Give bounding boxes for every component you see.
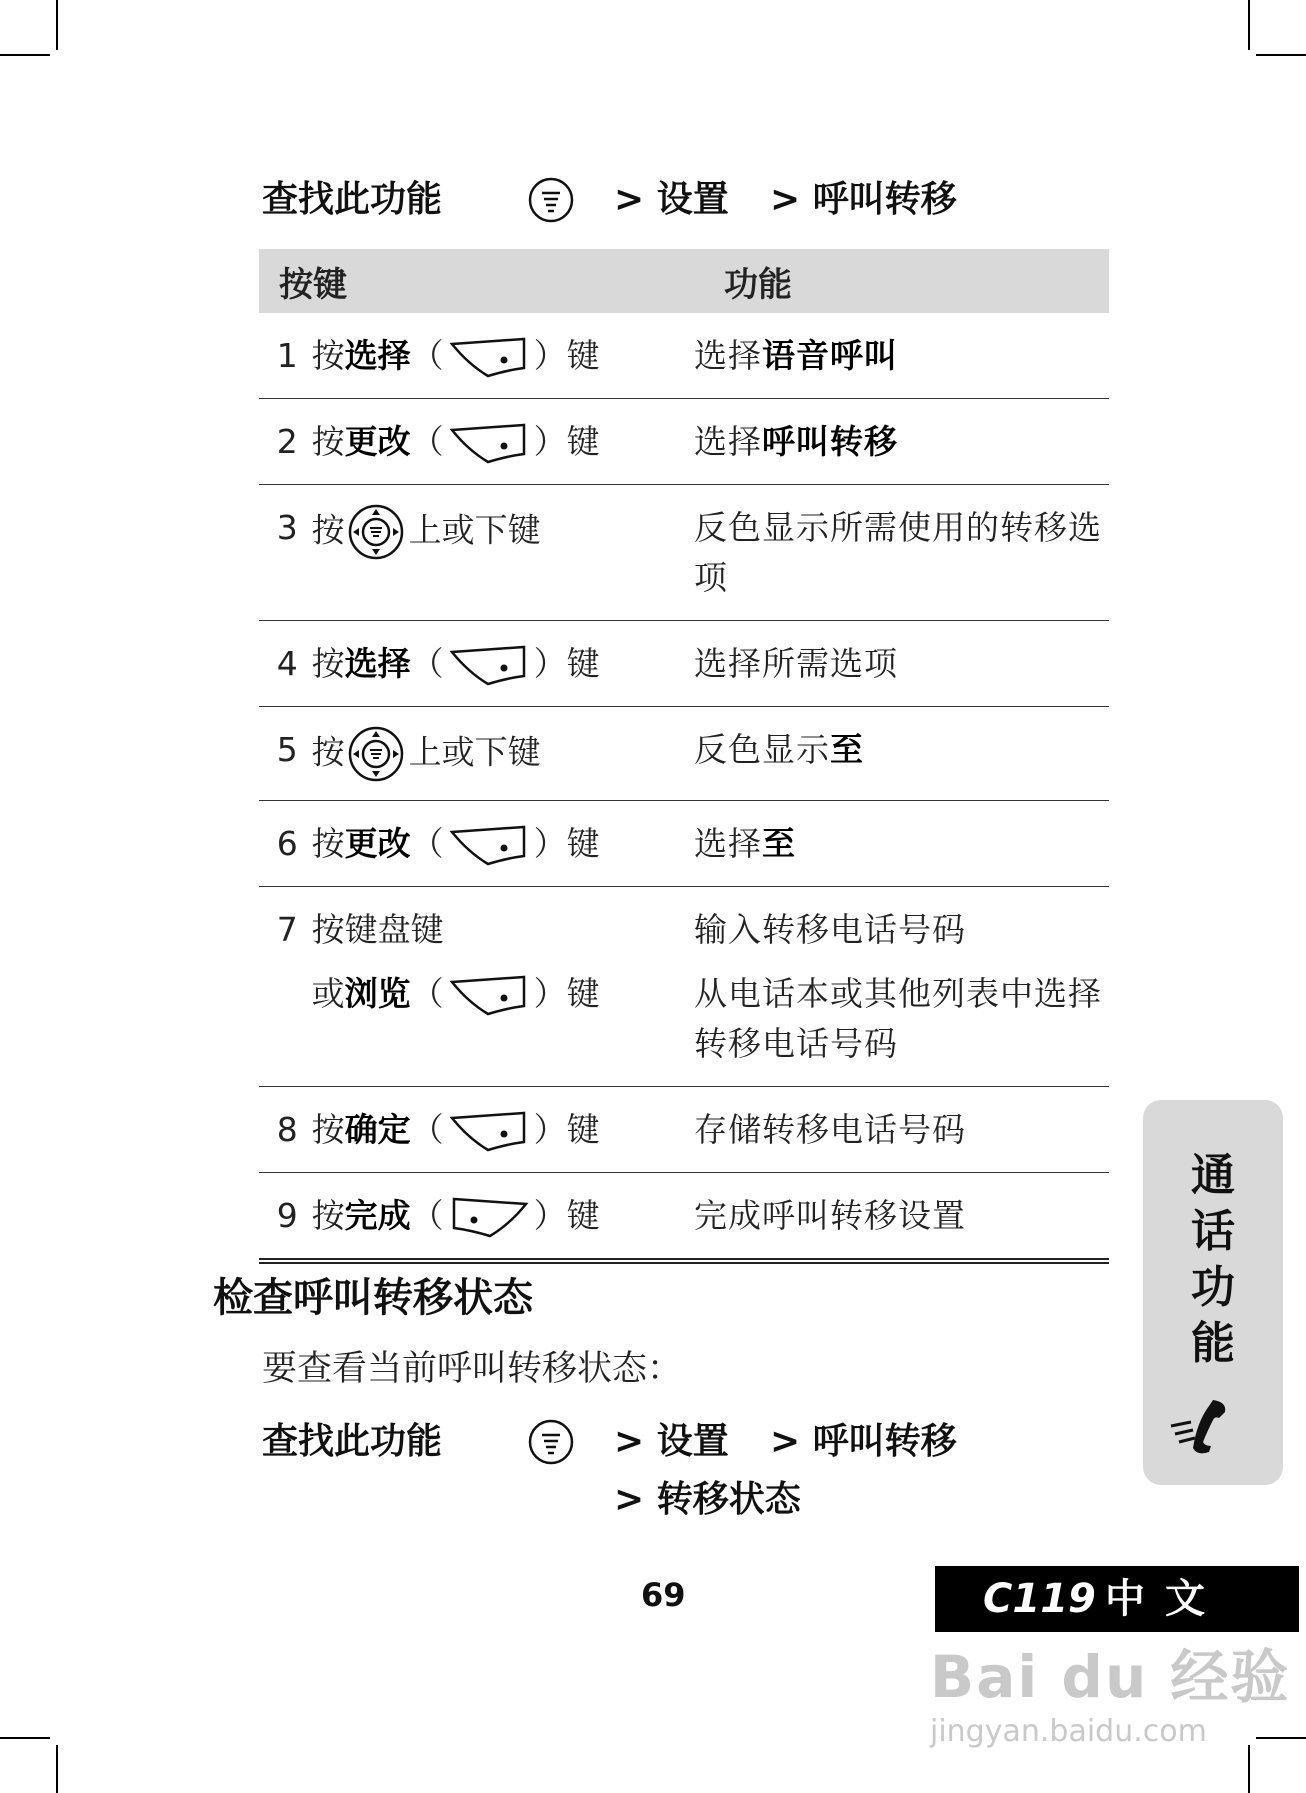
key-bold: 选择 — [344, 336, 411, 375]
path-call-forward: > 呼叫转移 — [770, 1421, 957, 1462]
paren-open: （ — [410, 824, 444, 863]
crop-mark — [56, 0, 58, 50]
table-row — [259, 485, 1109, 621]
fn-text: 选择 — [694, 824, 762, 863]
step-number: 2 — [259, 399, 312, 485]
function-cell — [686, 887, 1109, 1087]
step-number: 1 — [259, 313, 312, 399]
side-tab-char: 功 — [1191, 1262, 1235, 1313]
table-row — [259, 1087, 1109, 1173]
paren-close: ）键 — [533, 422, 600, 461]
function-cell — [686, 399, 1109, 485]
key-bold: 确定 — [344, 1110, 411, 1149]
menu-key-icon — [527, 176, 575, 235]
key-text: 按 — [311, 510, 345, 550]
find-feature-label: 查找此功能 — [262, 1421, 443, 1462]
key-text: 按 — [311, 824, 345, 863]
left-softkey-icon — [448, 1196, 530, 1240]
key-cell — [312, 801, 686, 887]
path-settings: > 设置 — [614, 179, 729, 220]
fn-bold: 至 — [830, 730, 864, 769]
function-cell — [686, 313, 1109, 399]
right-softkey-icon — [448, 422, 530, 466]
model-bar — [935, 1566, 1299, 1632]
key-cell — [312, 485, 686, 621]
path-call-forward: > 呼叫转移 — [770, 179, 957, 220]
key-cell — [312, 887, 686, 1087]
watermark-logo-text: Bai du 经验 — [930, 1643, 1291, 1711]
fn-bold: 语音呼叫 — [762, 336, 898, 375]
step-number: 6 — [259, 801, 312, 887]
right-softkey-icon — [448, 974, 530, 1018]
side-tab-char: 能 — [1191, 1318, 1235, 1369]
table-row — [259, 313, 1109, 399]
key-text: 上或下键 — [408, 510, 541, 550]
paren-close: ）键 — [533, 644, 600, 683]
function-cell: 完成呼叫转移设置 — [686, 1173, 1109, 1262]
key-bold: 完成 — [344, 1196, 411, 1235]
paren-close: ）键 — [533, 1110, 600, 1149]
side-tab-char: 通 — [1191, 1150, 1235, 1201]
fn-text: 反色显示 — [694, 730, 830, 769]
key-line — [312, 969, 686, 1019]
paren-open: （ — [410, 336, 444, 375]
watermark — [930, 1630, 1290, 1749]
table-row — [259, 621, 1109, 707]
function-cell: 选择所需选项 — [686, 621, 1109, 707]
step-number: 7 — [259, 887, 312, 1087]
chapter-side-tab — [1143, 1100, 1283, 1485]
key-cell — [312, 707, 686, 801]
key-text: 上或下键 — [408, 732, 541, 772]
crop-mark — [56, 1745, 58, 1793]
right-softkey-icon — [448, 644, 530, 688]
key-function-table — [259, 249, 1109, 1264]
key-text: 按 — [311, 422, 345, 461]
crop-mark — [1248, 0, 1250, 50]
paren-close: ）键 — [533, 974, 600, 1013]
key-bold: 更改 — [344, 824, 411, 863]
step-number: 4 — [259, 621, 312, 707]
paren-close: ）键 — [533, 336, 600, 375]
key-cell — [312, 1173, 686, 1262]
phone-icon — [1169, 1396, 1235, 1456]
fn-bold: 至 — [762, 824, 796, 863]
table-header-row — [259, 249, 1109, 313]
section-heading: 检查呼叫转移状态 — [213, 1275, 533, 1321]
key-bold: 选择 — [344, 644, 411, 683]
fn-bold: 呼叫转移 — [762, 422, 898, 461]
key-text: 按 — [311, 1196, 345, 1235]
fn-line: 输入转移电话号码 — [694, 910, 966, 949]
watermark-url: jingyan.baidu.com — [930, 1714, 1207, 1749]
find-feature-label: 查找此功能 — [262, 179, 443, 220]
right-softkey-icon — [448, 1110, 530, 1154]
key-text: 按 — [311, 644, 345, 683]
side-tab-char: 话 — [1191, 1206, 1235, 1257]
key-text: 按 — [311, 336, 345, 375]
right-softkey-icon — [448, 336, 530, 380]
crop-mark — [0, 54, 50, 56]
table-row — [259, 399, 1109, 485]
crop-mark — [0, 1737, 50, 1739]
model-name: C119 — [983, 1576, 1096, 1622]
fn-text: 选择 — [694, 422, 762, 461]
paren-open: （ — [410, 1110, 444, 1149]
step-number: 8 — [259, 1087, 312, 1173]
paren-close: ）键 — [533, 1196, 600, 1235]
crop-mark — [1248, 1745, 1250, 1793]
key-bold: 浏览 — [344, 974, 411, 1013]
table-row — [259, 707, 1109, 801]
paren-open: （ — [410, 974, 444, 1013]
key-cell — [312, 399, 686, 485]
path-forward-status: > 转移状态 — [614, 1479, 801, 1520]
menu-key-icon — [527, 1418, 575, 1477]
header-function: 功能 — [686, 249, 1109, 313]
key-text: 按 — [311, 1110, 345, 1149]
key-text: 按 — [311, 732, 345, 772]
page-number: 69 — [641, 1576, 686, 1614]
step-number: 5 — [259, 707, 312, 801]
path-settings: > 设置 — [614, 1421, 729, 1462]
key-line: 按键盘键 — [311, 910, 444, 949]
paren-close: ）键 — [533, 824, 600, 863]
right-softkey-icon — [448, 824, 530, 868]
key-bold: 更改 — [344, 422, 411, 461]
function-cell — [686, 801, 1109, 887]
table-row — [259, 801, 1109, 887]
intro-text: 要查看当前呼叫转移状态： — [262, 1349, 683, 1389]
function-cell: 存储转移电话号码 — [686, 1087, 1109, 1173]
step-number: 9 — [259, 1173, 312, 1262]
crop-mark — [1256, 54, 1306, 56]
key-cell — [312, 313, 686, 399]
key-cell — [312, 621, 686, 707]
paren-open: （ — [410, 644, 444, 683]
table-row — [259, 1173, 1109, 1262]
header-key: 按键 — [259, 249, 686, 313]
paren-open: （ — [410, 422, 444, 461]
nav-key-icon — [347, 503, 405, 561]
language-label: 中文 — [1105, 1576, 1225, 1622]
function-cell — [686, 707, 1109, 801]
table-row — [259, 887, 1109, 1087]
fn-line: 从电话本或其他列表中选择转移电话号码 — [694, 974, 1102, 1063]
nav-key-icon — [347, 725, 405, 783]
step-number: 3 — [259, 485, 312, 621]
key-text: 或 — [311, 974, 345, 1013]
function-cell: 反色显示所需使用的转移选项 — [686, 485, 1109, 621]
side-tab-title — [1143, 1148, 1283, 1372]
key-cell — [312, 1087, 686, 1173]
paren-open: （ — [410, 1196, 444, 1235]
fn-text: 选择 — [694, 336, 762, 375]
